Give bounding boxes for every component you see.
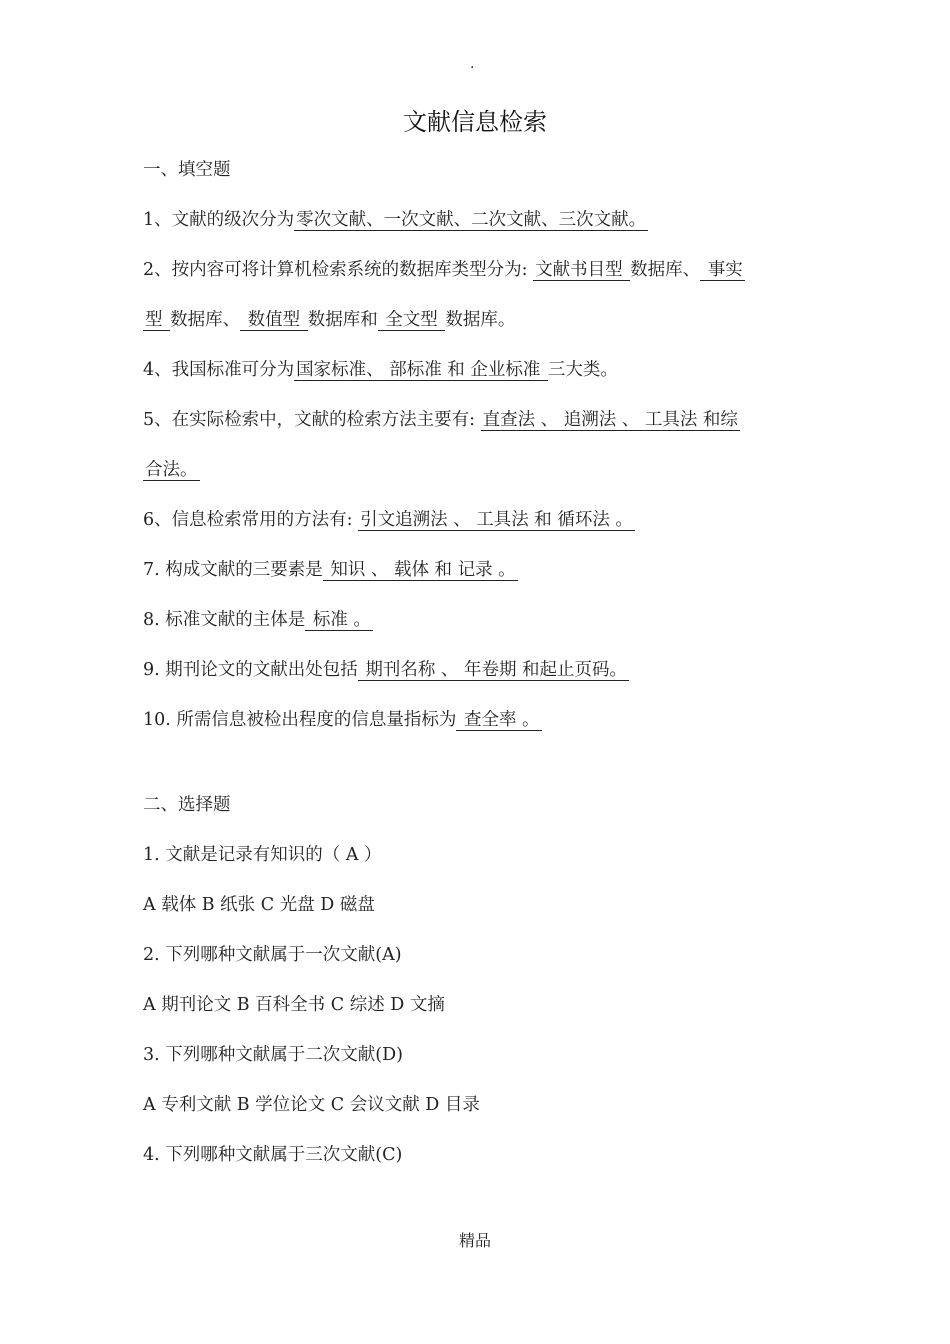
answer: 查全率 。: [458, 710, 540, 730]
choice-question-3: 3. 下列哪种文献属于二次文献(D): [143, 1045, 403, 1065]
choice-options-3: A 专利文献 B 学位论文 C 会议文献 D 目录: [143, 1095, 480, 1115]
question-2: 2、按内容可将计算机检索系统的数据库类型分为: 文献书目型 数据库、 事实: [143, 260, 743, 280]
question-4: 4、我国标准可分为 国家标准、 部标准 和 企业标准 三大类。: [143, 360, 618, 380]
answer: 数值型: [242, 310, 306, 330]
question-5-cont: [143, 458, 200, 482]
answer: 直查法 、 追溯法 、 工具法 和综: [482, 410, 738, 430]
question-6: 6、信息检索常用的方法有: 引文追溯法 、 工具法 和 循环法 。: [143, 510, 633, 530]
choice-options-1: A 载体 B 纸张 C 光盘 D 磁盘: [143, 895, 375, 915]
section-heading: 二、选择题: [143, 795, 231, 815]
answer: 全文型: [379, 310, 444, 330]
section-heading: 一、填空题: [143, 160, 231, 180]
question-1: 1、文献的级次分为 零次文献、一次文献、二次文献、三次文献。: [143, 210, 647, 230]
document-title: 文献信息检索: [403, 108, 547, 136]
answer: 标准 。: [307, 610, 371, 630]
answer: 国家标准、 部标准 和 企业标准: [296, 360, 546, 380]
choice-question-2: 2. 下列哪种文献属于一次文献(A): [143, 945, 402, 965]
question-9: 9. 期刊论文的文献出处包括 期刊名称 、 年卷期 和起止页码。: [143, 660, 628, 680]
answer: 事实: [702, 260, 743, 280]
answer: 零次文献、一次文献、二次文献、三次文献。: [296, 210, 647, 230]
question-10: 10. 所需信息被检出程度的信息量指标为 查全率 。: [143, 710, 540, 730]
choice-options-2: A 期刊论文 B 百科全书 C 综述 D 文摘: [143, 995, 445, 1015]
answer: 引文追溯法 、 工具法 和 循环法 。: [360, 510, 633, 530]
answer: 型: [145, 310, 169, 330]
question-7: 7. 构成文献的三要素是 知识 、 载体 和 记录 。: [143, 560, 516, 580]
answer: 知识 、 载体 和 记录 。: [324, 560, 516, 580]
choice-question-4: 4. 下列哪种文献属于三次文献(C): [143, 1145, 403, 1165]
question-8: 8. 标准文献的主体是 标准 。: [143, 610, 371, 630]
question-5: 5、在实际检索中，文献的检索方法主要有: 直查法 、 追溯法 、 工具法 和综: [143, 410, 738, 430]
page-footer: 精品: [458, 1231, 491, 1250]
choice-question-1: 1. 文献是记录有知识的（ A ）: [143, 845, 382, 865]
answer: 期刊名称 、 年卷期 和起止页码。: [359, 660, 628, 680]
answer: 合法。: [145, 460, 198, 480]
answer: 文献书目型: [535, 260, 629, 280]
question-2-cont: 型 数据库、 数值型 数据库和 全文型 数据库。: [145, 310, 516, 330]
header-dot: .: [470, 56, 475, 72]
